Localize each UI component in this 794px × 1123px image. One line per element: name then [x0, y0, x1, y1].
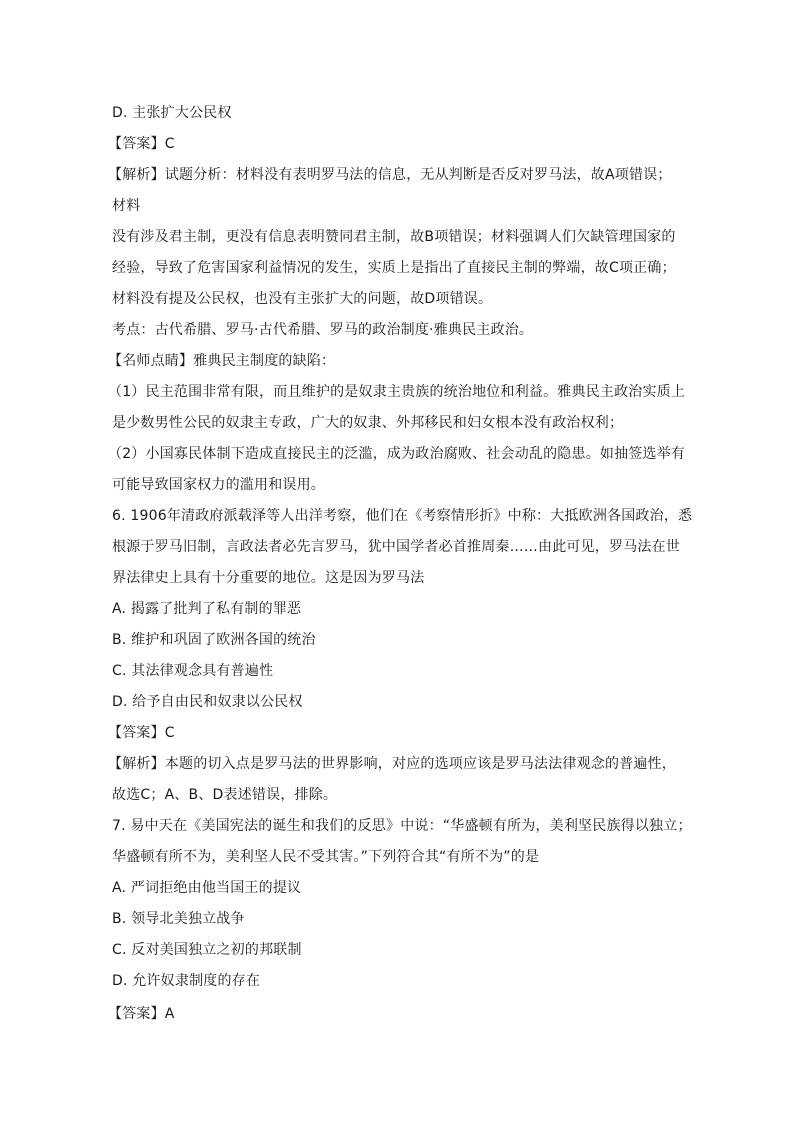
teacher-note-point1-line2: 是少数男性公民的奴隶主专政，广大的奴隶、外邦移民和妇女根本没有政治权利；	[112, 415, 624, 431]
question-6-line3: 界法律史上具有十分重要的地位。这是因为罗马法	[112, 570, 425, 586]
option-b-q6: B. 维护和巩固了欧洲各国的统治	[112, 632, 316, 648]
question-7-line2: 华盛顿有所不为，美利坚人民不受其害。”下列符合其“有所不为”的是	[112, 849, 540, 865]
option-c-q7: C. 反对美国独立之初的邦联制	[112, 942, 302, 958]
option-b-q7: B. 领导北美独立战争	[112, 911, 245, 927]
option-a-q7: A. 严词拒绝由他当国王的提议	[112, 880, 302, 896]
analysis-q5-line2: 材料	[112, 198, 141, 214]
answer-q6: 【答案】C	[108, 725, 175, 741]
option-a-q6: A. 揭露了批判了私有制的罪恶	[112, 601, 302, 617]
analysis-q5-line3: 没有涉及君主制，更没有信息表明赞同君主制，故B项错误；材料强调人们欠缺管理国家的	[112, 229, 676, 245]
analysis-q6-line1: 【解析】本题的切入点是罗马法的世界影响，对应的选项应该是罗马法法律观念的普遍性，	[108, 756, 676, 772]
option-d-q7: D. 允许奴隶制度的存在	[112, 973, 261, 989]
answer-q7: 【答案】A	[108, 1006, 175, 1022]
question-7-line1: 7. 易中天在《美国宪法的诞生和我们的反思》中说：“华盛顿有所为，美利坚民族得以独立；	[112, 818, 692, 834]
option-d-q5: D. 主张扩大公民权	[112, 105, 232, 121]
teacher-note-heading: 【名师点睛】雅典民主制度的缺陷：	[108, 353, 336, 369]
teacher-note-point1-line1: （1）民主范围非常有限，而且维护的是奴隶主贵族的统治地位和利益。雅典民主政治实质上	[108, 384, 686, 400]
analysis-q5-line1: 【解析】试题分析：材料没有表明罗马法的信息，无从判断是否反对罗马法，故A项错误；	[108, 167, 672, 183]
teacher-note-point2-line1: （2）小国寡民体制下造成直接民主的泛滥，成为政治腐败、社会动乱的隐患。如抽签选举有	[108, 446, 686, 462]
analysis-q5-line5: 材料没有提及公民权，也没有主张扩大的问题，故D项错误。	[112, 291, 493, 307]
knowledge-point-q5: 考点：古代希腊、罗马·古代希腊、罗马的政治制度·雅典民主政治。	[112, 322, 534, 338]
analysis-q5-line4: 经验，导致了危害国家利益情况的发生，实质上是指出了直接民主制的弊端，故C项正确；	[112, 260, 676, 276]
analysis-q6-line2: 故选C；A、B、D表述错误，排除。	[112, 787, 338, 803]
answer-q5: 【答案】C	[108, 136, 175, 152]
question-6-line2: 根源于罗马旧制，言政法者必先言罗马，犹中国学者必首推周秦……由此可见，罗马法在世	[112, 539, 680, 555]
teacher-note-point2-line2: 可能导致国家权力的滥用和误用。	[112, 477, 325, 493]
option-d-q6: D. 给予自由民和奴隶以公民权	[112, 694, 303, 710]
question-6-line1: 6. 1906年清政府派载泽等人出洋考察，他们在《考察情形折》中称：大抵欧洲各国政治，悉	[112, 508, 693, 524]
option-c-q6: C. 其法律观念具有普遍性	[112, 663, 274, 679]
